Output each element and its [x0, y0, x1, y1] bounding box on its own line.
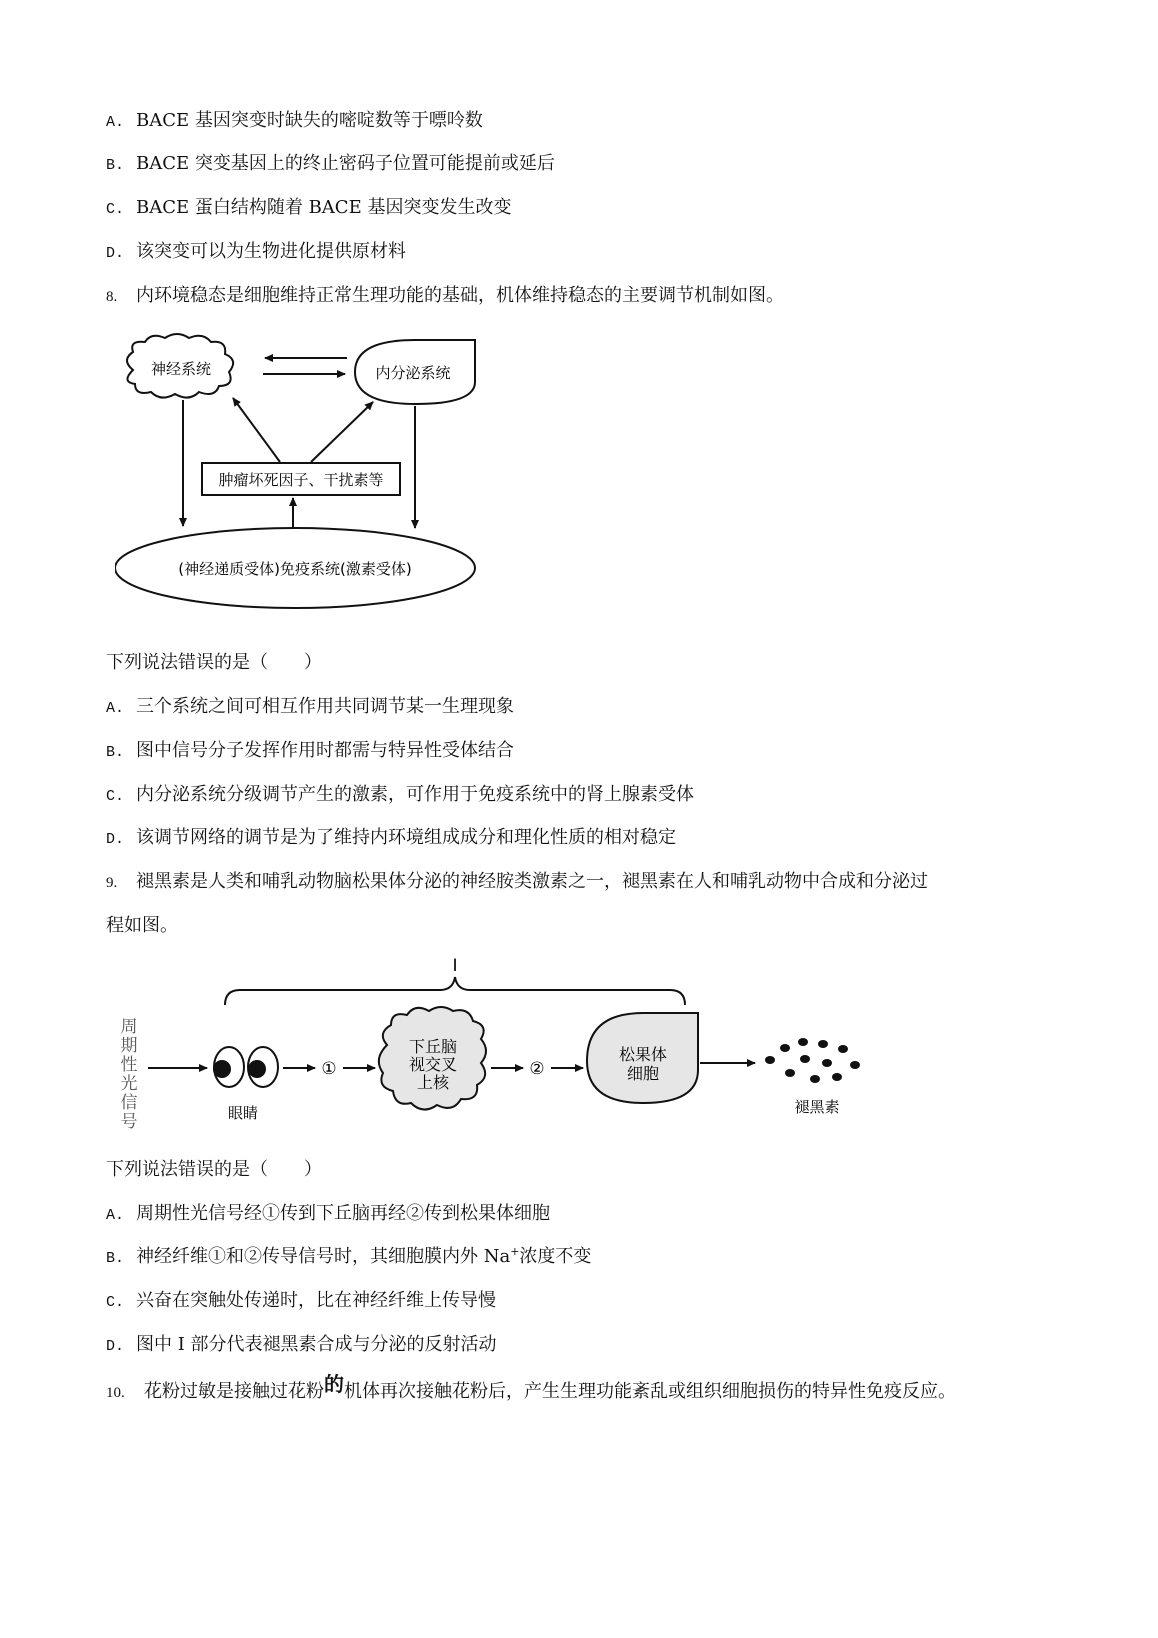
q9-option-a: A. 周期性光信号经①传到下丘脑再经②传到松果体细胞	[106, 1203, 550, 1224]
endocrine-system-label: 内分泌系统	[375, 364, 451, 382]
q9-option-d: D. 图中 I 部分代表褪黑素合成与分泌的反射活动	[106, 1334, 497, 1355]
q8-option-a: A. 三个系统之间可相互作用共同调节某一生理现象	[106, 696, 514, 717]
svg-text:期: 期	[120, 1036, 138, 1056]
step-1-label: ①	[321, 1059, 337, 1079]
q9-prompt: 下列说法错误的是（ ）	[106, 1159, 322, 1180]
brace-label: I	[452, 956, 458, 976]
q7-option-b: B. BACE 突变基因上的终止密码子位置可能提前或延后	[106, 153, 555, 174]
q7-option-a: A. BACE 基因突变时缺失的嘧啶数等于嘌呤数	[106, 110, 483, 131]
svg-text:信: 信	[120, 1093, 138, 1113]
q8-prompt: 下列说法错误的是（ ）	[106, 652, 322, 673]
brace-I	[225, 977, 685, 1005]
svg-text:下丘脑: 下丘脑	[408, 1037, 458, 1056]
svg-text:视交叉: 视交叉	[408, 1055, 458, 1074]
melatonin-label: 褪黑素	[794, 1098, 840, 1116]
svg-text:号: 号	[120, 1112, 138, 1130]
svg-text:光: 光	[120, 1074, 138, 1094]
melatonin-dots	[765, 1038, 860, 1083]
eyes-label: 眼睛	[227, 1104, 259, 1122]
q10-stem: 10. 花粉过敏是接触过花粉的机体再次接触花粉后，产生生理功能紊乱或组织细胞损伤的特异性免疫反应。	[106, 1372, 956, 1402]
q8-option-b: B. 图中信号分子发挥作用时都需与特异性受体结合	[106, 740, 514, 761]
eyes-icon	[213, 1047, 278, 1087]
immune-system-label: (神经递质受体)免疫系统(激素受体)	[178, 560, 412, 578]
nervous-system-label: 神经系统	[150, 360, 212, 378]
q9-stem-line1: 9. 褪黑素是人类和哺乳动物脑松果体分泌的神经胺类激素之一，褪黑素在人和哺乳动物中合成和分泌过	[106, 871, 928, 892]
svg-text:周: 周	[120, 1017, 138, 1037]
q9-stem-line2: 程如图。	[106, 915, 178, 936]
q7-option-c: C. BACE 蛋白结构随着 BACE 基因突变发生改变	[106, 197, 512, 218]
svg-text:性: 性	[120, 1055, 138, 1075]
q9-option-c: C. 兴奋在突触处传递时，比在神经纤维上传导慢	[106, 1290, 496, 1311]
step-2-label: ②	[529, 1059, 545, 1079]
q7-option-d: D. 该突变可以为生物进化提供原材料	[106, 241, 406, 262]
svg-text:上核: 上核	[416, 1073, 450, 1092]
svg-text:细胞: 细胞	[626, 1064, 660, 1083]
svg-text:松果体: 松果体	[618, 1045, 668, 1064]
q8-regulation-diagram	[115, 330, 505, 630]
q8-stem: 8. 内环境稳态是细胞维持正常生理功能的基础，机体维持稳态的主要调节机制如图。	[106, 285, 784, 306]
q8-option-d: D. 该调节网络的调节是为了维持内环境组成成分和理化性质的相对稳定	[106, 827, 676, 848]
q9-option-b: B. 神经纤维①和②传导信号时，其细胞膜内外 Na+浓度不变	[106, 1245, 592, 1267]
factors-label: 肿瘤坏死因子、干扰素等	[218, 471, 384, 489]
q8-option-c: C. 内分泌系统分级调节产生的激素，可作用于免疫系统中的肾上腺素受体	[106, 784, 694, 805]
q9-melatonin-diagram	[115, 955, 885, 1130]
light-signal-label	[121, 1017, 138, 1130]
